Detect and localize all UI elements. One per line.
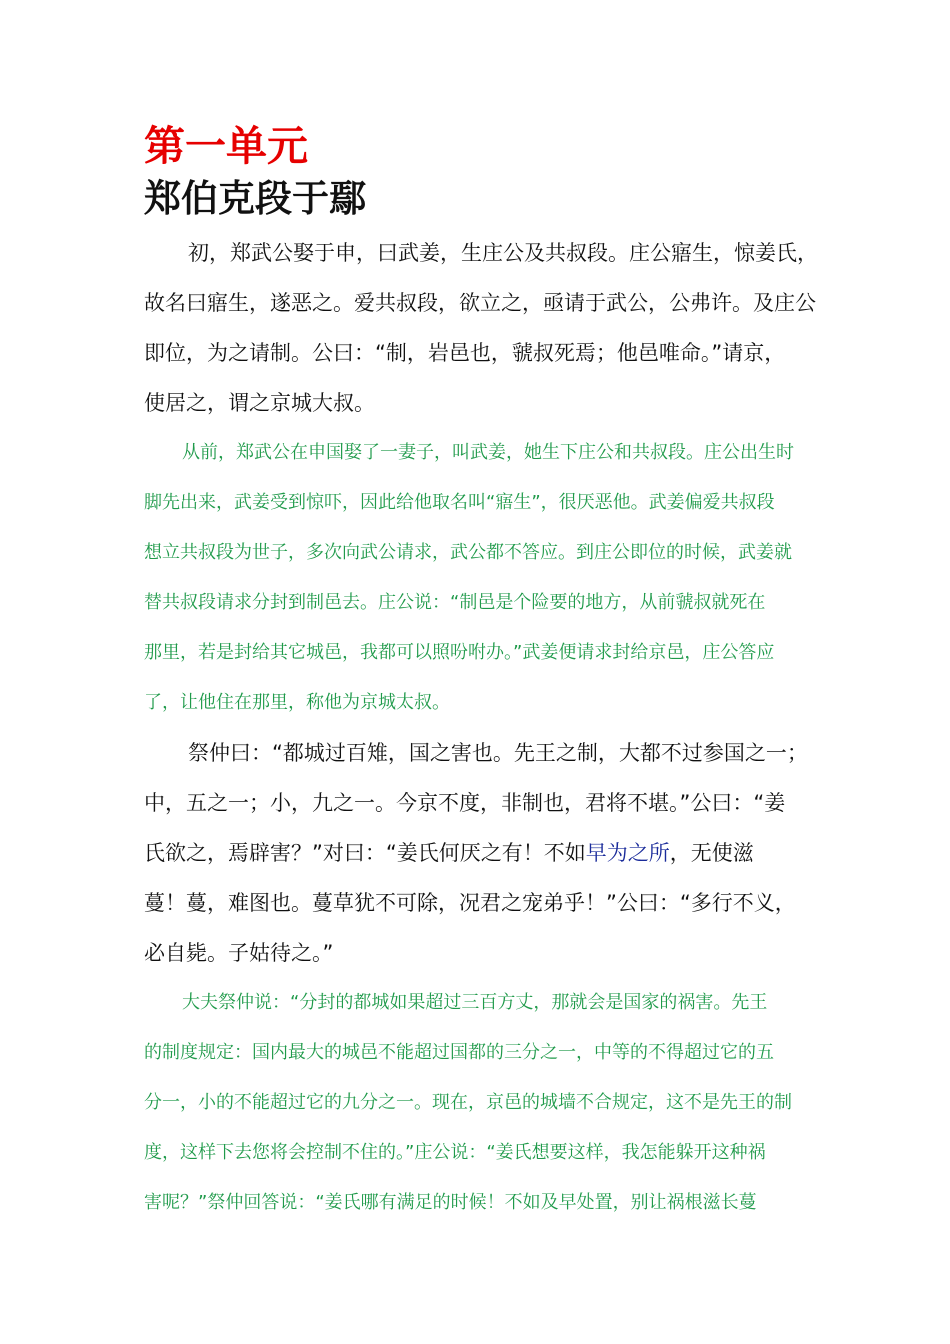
- text-line: 故名曰寤生，遂恶之。爱共叔段，欲立之，亟请于武公，公弗许。及庄公: [144, 291, 816, 315]
- unit-title: 第一单元: [144, 122, 308, 170]
- text-line: 害呢？”祭仲回答说：“姜氏哪有满足的时候！不如及早处置，别让祸根滋长蔓: [144, 1192, 757, 1213]
- original-paragraph-1: [144, 228, 824, 428]
- text-line: 替共叔段请求分封到制邑去。庄公说：“制邑是个险要的地方，从前虢叔就死在: [144, 592, 766, 613]
- text-line: 蔓！蔓，难图也。蔓草犹不可除，况君之宠弟乎！”公曰：“多行不义，: [144, 891, 796, 915]
- translation-paragraph-2: [144, 978, 824, 1228]
- text-line: 度，这样下去您将会控制不住的。”庄公说：“姜氏想要这样，我怎能躲开这种祸: [144, 1142, 766, 1163]
- document-page: [144, 118, 824, 1228]
- text-line: 即位，为之请制。公曰：“制，岩邑也，虢叔死焉；他邑唯命。”请京，: [144, 341, 786, 365]
- text-line: 初，郑武公娶于申，曰武姜，生庄公及共叔段。庄公寤生，惊姜氏，: [188, 241, 818, 265]
- text-segment: 氏欲之，焉辟害？”对曰：“姜氏何厌之有！不如: [144, 841, 586, 865]
- text-line: 从前，郑武公在申国娶了一妻子，叫武姜，她生下庄公和共叔段。庄公出生时: [182, 442, 794, 463]
- original-paragraph-2: [144, 728, 824, 978]
- text-line: 必自毙。子姑待之。”: [144, 941, 334, 965]
- lesson-title: 郑伯克段于鄢: [144, 177, 366, 220]
- text-line: 祭仲曰：“都城过百雉，国之害也。先王之制，大都不过参国之一；: [188, 741, 808, 765]
- text-line: 的制度规定：国内最大的城邑不能超过国都的三分之一，中等的不得超过它的五: [144, 1042, 774, 1063]
- text-segment: ，无使滋: [669, 841, 754, 865]
- text-line: 那里，若是封给其它城邑，我都可以照吩咐办。”武姜便请求封给京邑，庄公答应: [144, 642, 775, 663]
- text-line: 分一，小的不能超过它的九分之一。现在，京邑的城墙不合规定，这不是先王的制: [144, 1092, 792, 1113]
- text-line: 脚先出来，武姜受到惊吓，因此给他取名叫“寤生”，很厌恶他。武姜偏爱共叔段: [144, 492, 775, 513]
- text-line: 了，让他住在那里，称他为京城太叔。: [144, 692, 450, 713]
- text-line: [144, 828, 824, 878]
- translation-paragraph-1: [144, 428, 824, 728]
- text-line: 使居之，谓之京城大叔。: [144, 391, 375, 415]
- text-line: 想立共叔段为世子，多次向武公请求，武公都不答应。到庄公即位的时候，武姜就: [144, 542, 792, 563]
- highlighted-phrase: 早为之所: [585, 841, 670, 865]
- text-line: 中，五之一；小，九之一。今京不度，非制也，君将不堪。”公曰：“姜: [144, 791, 786, 815]
- text-line: 大夫祭仲说：“分封的都城如果超过三百方丈，那就会是国家的祸害。先王: [182, 992, 768, 1013]
